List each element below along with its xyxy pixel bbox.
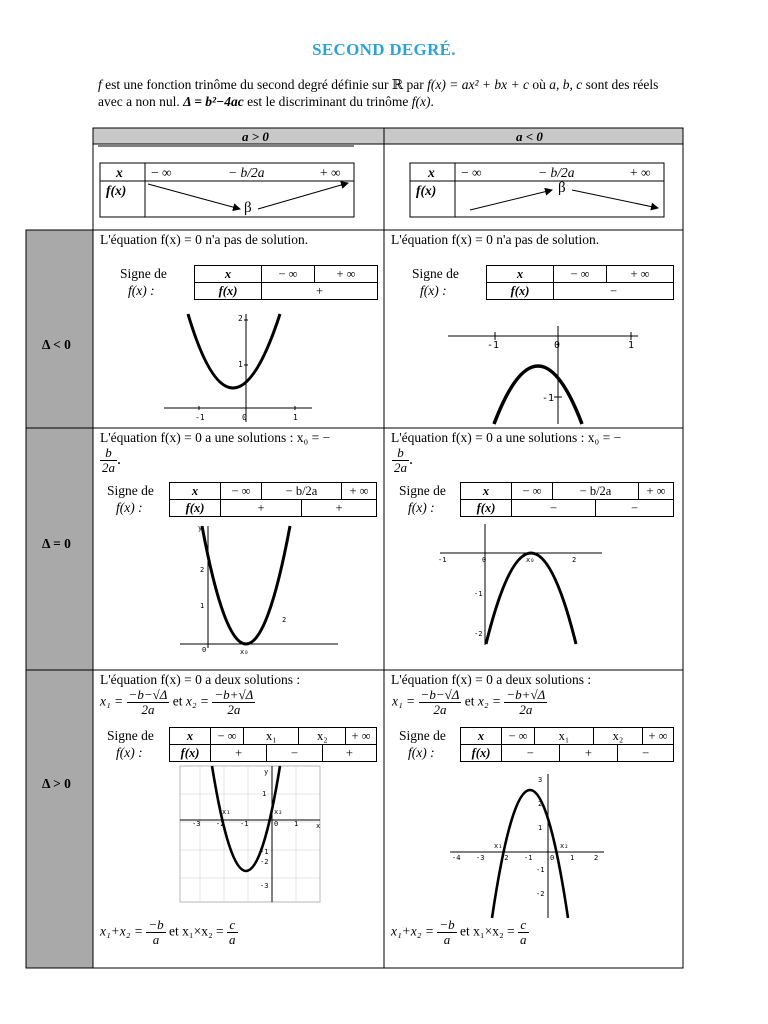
pos-right-sign-label-2: f(x) : bbox=[408, 745, 435, 760]
sum-den: a bbox=[152, 932, 160, 947]
st-pinf: + ∞ bbox=[346, 728, 377, 745]
graph-pos-left bbox=[178, 764, 324, 904]
intro-text-7: . bbox=[430, 94, 434, 109]
st-pinf: + ∞ bbox=[342, 483, 377, 500]
tick-0: 0 bbox=[554, 340, 561, 351]
prod-num: c bbox=[518, 918, 529, 933]
zero-right-sign-label-2: f(x) : bbox=[408, 500, 435, 515]
st-vertex: − b/2a bbox=[262, 483, 342, 500]
zero-left-sign-label-1: Signe de bbox=[107, 483, 154, 498]
st-pinf: + ∞ bbox=[643, 728, 674, 745]
pos-right-sum-product bbox=[391, 918, 529, 947]
st-minf: − ∞ bbox=[211, 728, 244, 745]
st-sign: − bbox=[554, 283, 674, 300]
frac-den: 2a bbox=[102, 460, 115, 475]
tick-ym2: -2 bbox=[536, 890, 545, 898]
x2-label: x₂ = bbox=[185, 693, 210, 709]
pos-right-sign-label-1: Signe de bbox=[399, 728, 446, 743]
st-fx: f(x) bbox=[170, 745, 211, 762]
st-sign-1: − bbox=[512, 500, 596, 517]
neg-left-sign-label-2: f(x) : bbox=[128, 283, 155, 298]
tick-ym1: -1 bbox=[536, 866, 545, 874]
var-right-vertex: − b/2a bbox=[538, 165, 575, 180]
pos-right-roots bbox=[392, 688, 547, 717]
pos-right-sign-table bbox=[460, 727, 674, 762]
intro-text-3: où bbox=[529, 77, 550, 92]
et: et bbox=[172, 693, 183, 709]
st-pinf: + ∞ bbox=[315, 266, 378, 283]
neg-left-text: L'équation f(x) = 0 n'a pas de solution. bbox=[100, 232, 309, 247]
sum-label: x₁+x₂ = bbox=[391, 923, 434, 939]
pos-left-sum-product bbox=[100, 918, 238, 947]
st-x: x bbox=[461, 483, 512, 500]
var-right-pinf: + ∞ bbox=[630, 165, 651, 180]
x1-den: 2a bbox=[141, 702, 155, 717]
var-left-beta: β bbox=[244, 200, 252, 216]
tick-1: 1 bbox=[293, 413, 298, 422]
graph-neg-right bbox=[440, 320, 640, 426]
et: et bbox=[464, 693, 475, 709]
tick-m2: -2 bbox=[500, 854, 509, 862]
tick-ym2: -2 bbox=[474, 630, 483, 638]
delta-definition: Δ = b²−4ac bbox=[183, 94, 244, 109]
st-x: x bbox=[487, 266, 554, 283]
intro-text-6: est le discriminant du trinôme bbox=[243, 94, 412, 109]
st-minf: − ∞ bbox=[221, 483, 262, 500]
intro-text-1: est une fonction trinôme du second degré définie sur bbox=[101, 77, 392, 92]
st-minf: − ∞ bbox=[262, 266, 315, 283]
tick-m3: -3 bbox=[476, 854, 485, 862]
var-right-fx: f(x) bbox=[416, 183, 437, 198]
zero-left-text: L'équation f(x) = 0 a une solutions : x₀ = − bbox=[100, 430, 331, 445]
st-fx: f(x) bbox=[195, 283, 262, 300]
header-a-positive: a > 0 bbox=[242, 129, 269, 144]
tick-1: 1 bbox=[294, 820, 299, 828]
tick-m1: -1 bbox=[438, 556, 447, 564]
zero-right-sign-label-1: Signe de bbox=[399, 483, 446, 498]
x1-num: −b−√Δ bbox=[420, 687, 460, 702]
zero-left-sign-label-2: f(x) : bbox=[116, 500, 143, 515]
x2-num: −b+√Δ bbox=[214, 687, 254, 702]
tick-m3: -3 bbox=[192, 820, 201, 828]
st-minf: − ∞ bbox=[554, 266, 607, 283]
reals-symbol: ℝ bbox=[391, 77, 404, 92]
sum-num: −b bbox=[439, 917, 455, 932]
tick-y1: 1 bbox=[200, 602, 205, 610]
parabola-up-tangent bbox=[202, 526, 290, 644]
neg-right-text: L'équation f(x) = 0 n'a pas de solution. bbox=[391, 232, 600, 247]
graph-zero-right bbox=[436, 520, 606, 650]
st-x: x bbox=[195, 266, 262, 283]
page-title: SECOND DEGRÉ. bbox=[312, 40, 456, 59]
var-left-fx: f(x) bbox=[106, 183, 127, 198]
sum-den: a bbox=[443, 932, 451, 947]
x2-num: −b+√Δ bbox=[506, 687, 546, 702]
row-label-delta-neg: Δ < 0 bbox=[42, 337, 71, 352]
neg-left-sign-table bbox=[194, 265, 378, 300]
x2-den: 2a bbox=[519, 702, 533, 717]
parabola-down bbox=[494, 366, 582, 424]
root-x1: x₁ bbox=[494, 842, 503, 850]
st-fx: f(x) bbox=[461, 500, 512, 517]
tick-y1: 1 bbox=[238, 360, 243, 369]
frac-num: b bbox=[100, 446, 117, 461]
axis-x: x bbox=[316, 822, 321, 830]
graph-neg-left bbox=[150, 310, 320, 425]
st-sign-1: + bbox=[211, 745, 267, 762]
var-right-x: x bbox=[428, 165, 435, 180]
intro-text-5: avec a non nul. bbox=[98, 94, 184, 109]
pos-left-sign-label-2: f(x) : bbox=[116, 745, 143, 760]
tick-y2: 2 bbox=[200, 566, 205, 574]
st-minf: − ∞ bbox=[502, 728, 535, 745]
zero-right-fraction bbox=[392, 446, 413, 475]
x2-den: 2a bbox=[227, 702, 241, 717]
prod-num: c bbox=[227, 918, 238, 933]
tick-1: 1 bbox=[570, 854, 575, 862]
st-x: x bbox=[461, 728, 502, 745]
st-fx: f(x) bbox=[461, 745, 502, 762]
st-sign-2: − bbox=[595, 500, 673, 517]
header-a-negative: a < 0 bbox=[516, 129, 543, 144]
tick-ym1: -1 bbox=[542, 393, 555, 404]
pos-left-text: L'équation f(x) = 0 a deux solutions : bbox=[100, 672, 301, 687]
st-pinf: + ∞ bbox=[607, 266, 674, 283]
st-sign: + bbox=[262, 283, 378, 300]
pos-right-text: L'équation f(x) = 0 a deux solutions : bbox=[391, 672, 592, 687]
tick-y2: 2 bbox=[538, 800, 543, 808]
pos-left-roots bbox=[100, 688, 255, 717]
tick-y2: 2 bbox=[238, 314, 243, 323]
st-vertex: − b/2a bbox=[553, 483, 639, 500]
st-x: x bbox=[170, 483, 221, 500]
neg-right-sign-label-2: f(x) : bbox=[420, 283, 447, 298]
tick-x2: 2 bbox=[282, 616, 287, 624]
st-fx: f(x) bbox=[487, 283, 554, 300]
var-left-pinf: + ∞ bbox=[320, 165, 341, 180]
axis-y: y bbox=[264, 768, 269, 776]
tick-m1: -1 bbox=[195, 413, 205, 422]
st-fx: f(x) bbox=[170, 500, 221, 517]
var-left-x: x bbox=[116, 165, 123, 180]
sum-num: −b bbox=[148, 917, 164, 932]
tick-y1: 1 bbox=[262, 790, 267, 798]
period: . bbox=[409, 451, 413, 469]
parabola-up-two-roots bbox=[212, 766, 283, 871]
tick-x2: 2 bbox=[572, 556, 577, 564]
tick-2: 2 bbox=[594, 854, 599, 862]
st-x2: x₂ bbox=[299, 728, 346, 745]
root-x2: x₂ bbox=[560, 842, 569, 850]
frac-num: b bbox=[392, 446, 409, 461]
st-sign-3: + bbox=[322, 745, 376, 762]
st-x1: x₁ bbox=[244, 728, 299, 745]
intro-fx: f(x) = ax² + bx + c bbox=[427, 77, 530, 92]
pos-left-sign-table bbox=[169, 727, 377, 762]
x1-den: 2a bbox=[433, 702, 447, 717]
tick-ym1: -1 bbox=[260, 848, 269, 856]
tick-0: 0 bbox=[482, 556, 487, 564]
zero-left-sign-table bbox=[169, 482, 377, 517]
prod-den: a bbox=[520, 932, 527, 947]
intro-text-4: sont des réels bbox=[582, 77, 659, 92]
st-sign-1: + bbox=[221, 500, 302, 517]
neg-right-sign-table bbox=[486, 265, 674, 300]
tick-y1: 1 bbox=[538, 824, 543, 832]
parabola-up bbox=[188, 314, 280, 388]
row-label-delta-pos: Δ > 0 bbox=[42, 776, 71, 791]
tick-ym1: -1 bbox=[474, 590, 483, 598]
zero-right-sign-table bbox=[460, 482, 674, 517]
pos-left-sign-label-1: Signe de bbox=[107, 728, 154, 743]
tick-m1: -1 bbox=[487, 340, 500, 351]
tick-ym3: -3 bbox=[260, 882, 269, 890]
graph-pos-right bbox=[448, 772, 608, 922]
st-sign-2: + bbox=[301, 500, 376, 517]
intro-text-2: par bbox=[403, 77, 428, 92]
period: . bbox=[117, 451, 121, 469]
parabola-down-tangent bbox=[486, 553, 576, 644]
graph-zero-left bbox=[176, 520, 346, 660]
st-pinf: + ∞ bbox=[639, 483, 674, 500]
prod-den: a bbox=[229, 932, 236, 947]
st-sign-1: − bbox=[502, 745, 560, 762]
var-right-minf: − ∞ bbox=[461, 165, 482, 180]
prod-label: et x₁×x₂ = bbox=[460, 923, 515, 939]
zero-right-text: L'équation f(x) = 0 a une solutions : x₀ = − bbox=[391, 430, 622, 445]
row-label-delta-zero: Δ = 0 bbox=[42, 536, 71, 551]
tick-1: 1 bbox=[628, 340, 635, 351]
x1-num: −b−√Δ bbox=[128, 687, 168, 702]
var-left-vertex: − b/2a bbox=[228, 165, 265, 180]
var-left-minf: − ∞ bbox=[151, 165, 172, 180]
prod-label: et x₁×x₂ = bbox=[169, 923, 224, 939]
neg-left-sign-label-1: Signe de bbox=[120, 266, 167, 281]
tick-m2: -2 bbox=[216, 820, 225, 828]
zero-left-fraction bbox=[100, 446, 121, 475]
root-x1: x₁ bbox=[222, 808, 231, 816]
x1-label: x₁ = bbox=[100, 693, 124, 709]
x1-label: x₁ = bbox=[392, 693, 416, 709]
root-x2: x₂ bbox=[274, 808, 283, 816]
st-x1: x₁ bbox=[535, 728, 594, 745]
axis-y: y bbox=[198, 524, 203, 532]
intro-f: f bbox=[98, 77, 102, 92]
tick-0: 0 bbox=[202, 646, 207, 654]
tick-m1: -1 bbox=[240, 820, 249, 828]
st-sign-2: + bbox=[559, 745, 618, 762]
tick-0: 0 bbox=[550, 854, 555, 862]
frac-den: 2a bbox=[394, 460, 407, 475]
var-right-beta: β bbox=[558, 180, 566, 196]
st-x: x bbox=[170, 728, 211, 745]
st-minf: − ∞ bbox=[512, 483, 553, 500]
tick-ym2: -2 bbox=[260, 858, 269, 866]
tick-x0: x₀ bbox=[240, 648, 249, 656]
x2-label: x₂ = bbox=[477, 693, 502, 709]
tick-0: 0 bbox=[274, 820, 279, 828]
st-sign-2: − bbox=[267, 745, 322, 762]
st-x2: x₂ bbox=[593, 728, 642, 745]
tick-m1: -1 bbox=[524, 854, 533, 862]
tick-y3: 3 bbox=[538, 776, 543, 784]
intro-abc: a, b, c bbox=[549, 77, 583, 92]
intro-fx2: f(x) bbox=[411, 94, 431, 109]
tick-m4: -4 bbox=[452, 854, 461, 862]
st-sign-3: − bbox=[618, 745, 674, 762]
tick-0: 0 bbox=[242, 413, 247, 422]
neg-right-sign-label-1: Signe de bbox=[412, 266, 459, 281]
sum-label: x₁+x₂ = bbox=[100, 923, 143, 939]
tick-x0: x₀ bbox=[526, 556, 535, 564]
